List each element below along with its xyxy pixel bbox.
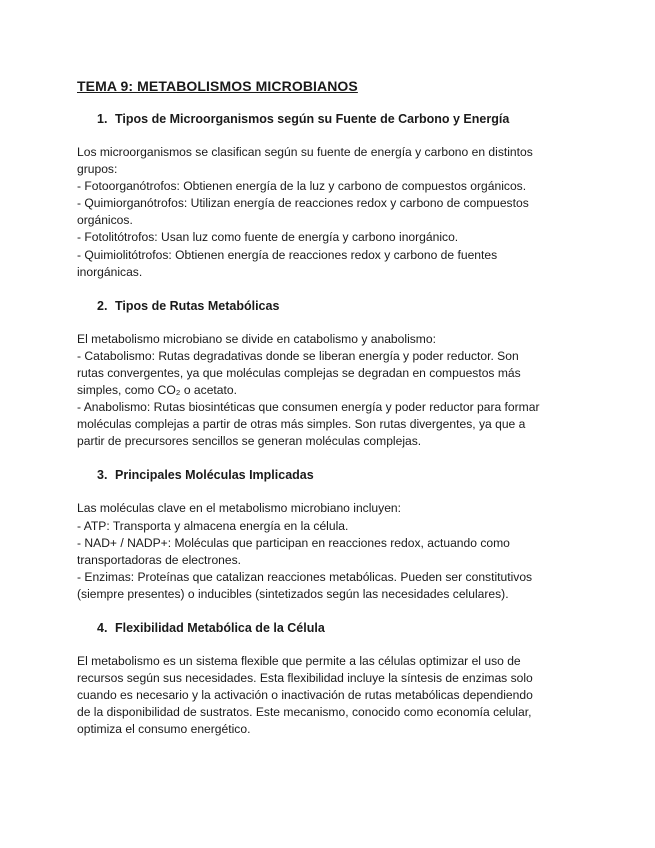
text-line: El metabolismo microbiano se divide en catabolismo y anabolismo: — [77, 331, 436, 346]
section-number: 1. — [97, 112, 108, 126]
text-line: cuando es necesario y la activación o inactivación de rutas metabólicas dependiendo — [77, 688, 533, 703]
text-line: Los microorganismos se clasifican según su fuente de energía y carbono en distintos — [77, 145, 533, 159]
section-heading-3 — [77, 467, 577, 484]
section-title: Flexibilidad Metabólica de la Célula — [115, 620, 325, 635]
text-line: simples, como CO₂ o acetato. — [77, 383, 237, 398]
section-number: 4. — [97, 620, 108, 635]
document-page — [77, 76, 577, 738]
section-number: 3. — [97, 468, 108, 483]
text-line: - Quimiorganótrofos: Utilizan energía de reacciones redox y carbono de compuestos — [77, 196, 529, 211]
text-line: optimiza el consumo energético. — [77, 722, 251, 737]
section-1-body — [77, 144, 577, 281]
text-line: recursos según sus necesidades. Esta flexibilidad incluye la síntesis de enzimas solo — [77, 671, 533, 686]
text-line: El metabolismo es un sistema flexible que permite a las células optimizar el uso de — [77, 653, 521, 668]
text-line: - Enzimas: Proteínas que catalizan reacciones metabólicas. Pueden ser constitutivos — [77, 569, 533, 584]
document-title: TEMA 9: METABOLISMOS MICROBIANOS — [77, 78, 358, 94]
text-line: rutas convergentes, ya que moléculas complejas se degradan en compuestos más — [77, 365, 521, 380]
text-line: - Fotolitótrofos: Usan luz como fuente de energía y carbono inorgánico. — [77, 230, 459, 245]
text-line: Las moléculas clave en el metabolismo microbiano incluyen: — [77, 501, 402, 516]
section-2-body — [77, 331, 577, 451]
section-4-body — [77, 653, 577, 738]
text-line: - Fotoorganótrofos: Obtienen energía de la luz y carbono de compuestos orgánicos. — [77, 179, 527, 194]
text-line: grupos: — [77, 162, 118, 177]
section-title: Tipos de Rutas Metabólicas — [115, 298, 280, 313]
section-heading-1 — [77, 111, 577, 128]
text-line: - NAD+ / NADP+: Moléculas que participan en reacciones redox, actuando como — [77, 535, 510, 550]
text-line: inorgánicas. — [77, 264, 143, 279]
section-3-body — [77, 500, 577, 603]
section-heading-2 — [77, 298, 577, 315]
section-title: Principales Moléculas Implicadas — [115, 468, 314, 483]
section-heading-4 — [77, 620, 577, 637]
text-line: (siempre presentes) o inducibles (sintetizados según las necesidades celulares). — [77, 586, 509, 601]
text-line: - Quimiolitótrofos: Obtienen energía de reacciones redox y carbono de fuentes — [77, 247, 498, 262]
text-line: transportadoras de electrones. — [77, 552, 242, 567]
text-line: moléculas complejas a partir de otras más simples. Son rutas divergentes, ya que a — [77, 417, 526, 432]
text-line: de la disponibilidad de sustratos. Este mecanismo, conocido como economía celular, — [77, 705, 532, 720]
text-line: - Catabolismo: Rutas degradativas donde se liberan energía y poder reductor. Son — [77, 348, 519, 363]
text-line: - Anabolismo: Rutas biosintéticas que consumen energía y poder reductor para formar — [77, 400, 540, 415]
text-line: orgánicos. — [77, 213, 133, 228]
text-line: partir de precursores sencillos se generan moléculas complejas. — [77, 434, 422, 449]
section-number: 2. — [97, 298, 108, 313]
section-title: Tipos de Microorganismos según su Fuente de Carbono y Energía — [115, 112, 510, 126]
text-line: - ATP: Transporta y almacena energía en la célula. — [77, 518, 349, 533]
